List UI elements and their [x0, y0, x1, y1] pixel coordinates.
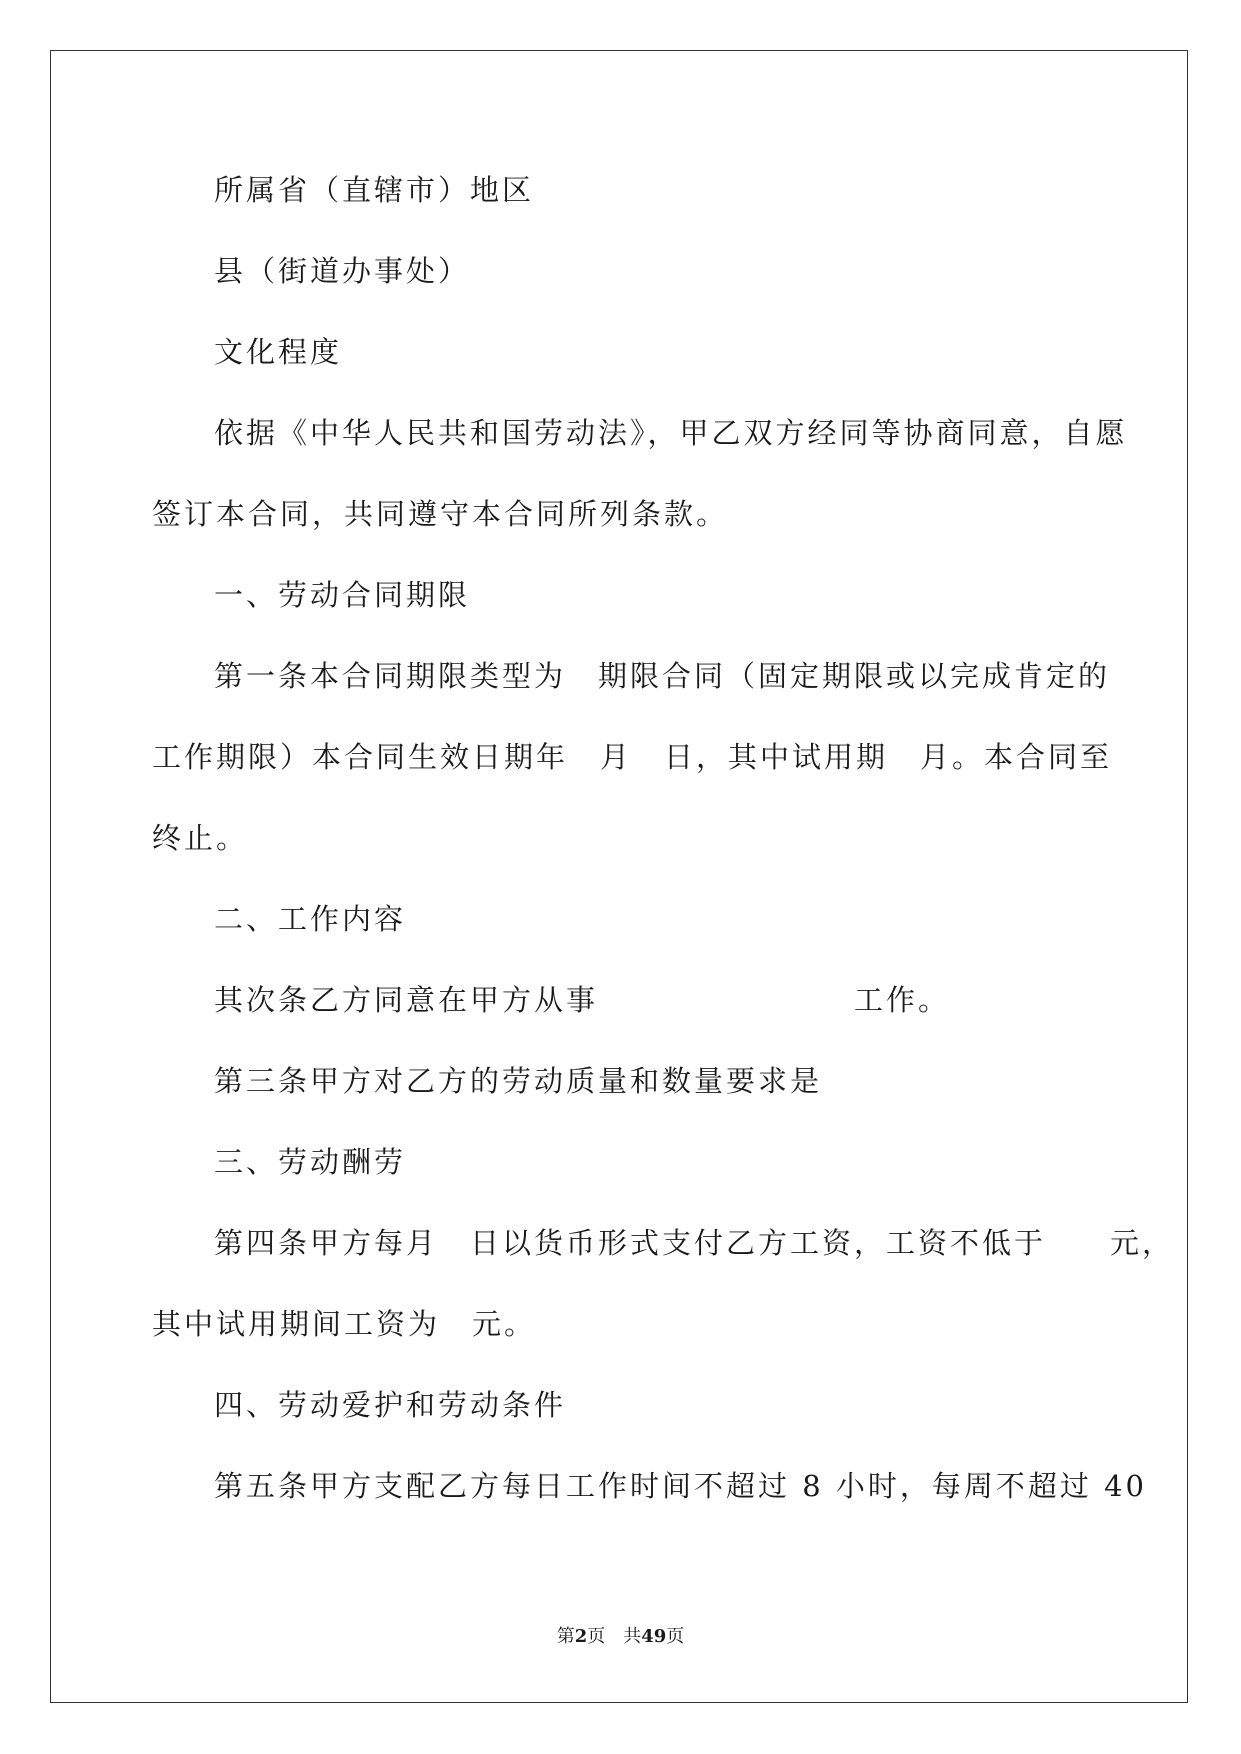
page-border	[50, 50, 1188, 1703]
text-line-region: 所属省（直辖市）地区	[214, 173, 535, 207]
section-heading-contract-term: 一、劳动合同期限	[214, 578, 471, 612]
text-line-county: 县（街道办事处）	[214, 254, 471, 288]
footer-mid: 页 共	[587, 1626, 642, 1647]
footer-current-page: 2	[574, 1626, 588, 1647]
article-1-line-1: 第一条本合同期限类型为 期限合同（固定期限或以完成肯定的	[214, 659, 1111, 693]
section-heading-remuneration: 三、劳动酬劳	[214, 1145, 407, 1179]
article-2-line: 其次条乙方同意在甲方从事 工作。	[214, 983, 951, 1017]
text-line-education: 文化程度	[214, 335, 343, 369]
article-4-line-2: 其中试用期间工资为 元。	[152, 1307, 537, 1341]
article-3-line: 第三条甲方对乙方的劳动质量和数量要求是	[214, 1064, 823, 1098]
text-line-preamble-1: 依据《中华人民共和国劳动法》，甲乙双方经同等协商同意，自愿	[214, 416, 1128, 450]
text-line-preamble-2: 签订本合同，共同遵守本合同所列条款。	[152, 497, 729, 531]
footer-prefix: 第	[556, 1626, 575, 1647]
section-heading-work-content: 二、工作内容	[214, 902, 407, 936]
article-5-line-1: 第五条甲方支配乙方每日工作时间不超过 8 小时，每周不超过 40	[214, 1469, 1148, 1503]
article-4-line-1: 第四条甲方每月 日以货币形式支付乙方工资，工资不低于 元，	[214, 1226, 1175, 1260]
article-1-line-3: 终止。	[152, 821, 249, 855]
footer-total-pages: 49	[641, 1626, 667, 1647]
page-footer	[0, 1622, 1241, 1648]
footer-suffix: 页	[666, 1626, 685, 1647]
section-heading-labor-protection: 四、劳动爱护和劳动条件	[214, 1388, 567, 1422]
article-1-line-2: 工作期限）本合同生效日期年 月 日，其中试用期 月。本合同至	[152, 740, 1113, 774]
